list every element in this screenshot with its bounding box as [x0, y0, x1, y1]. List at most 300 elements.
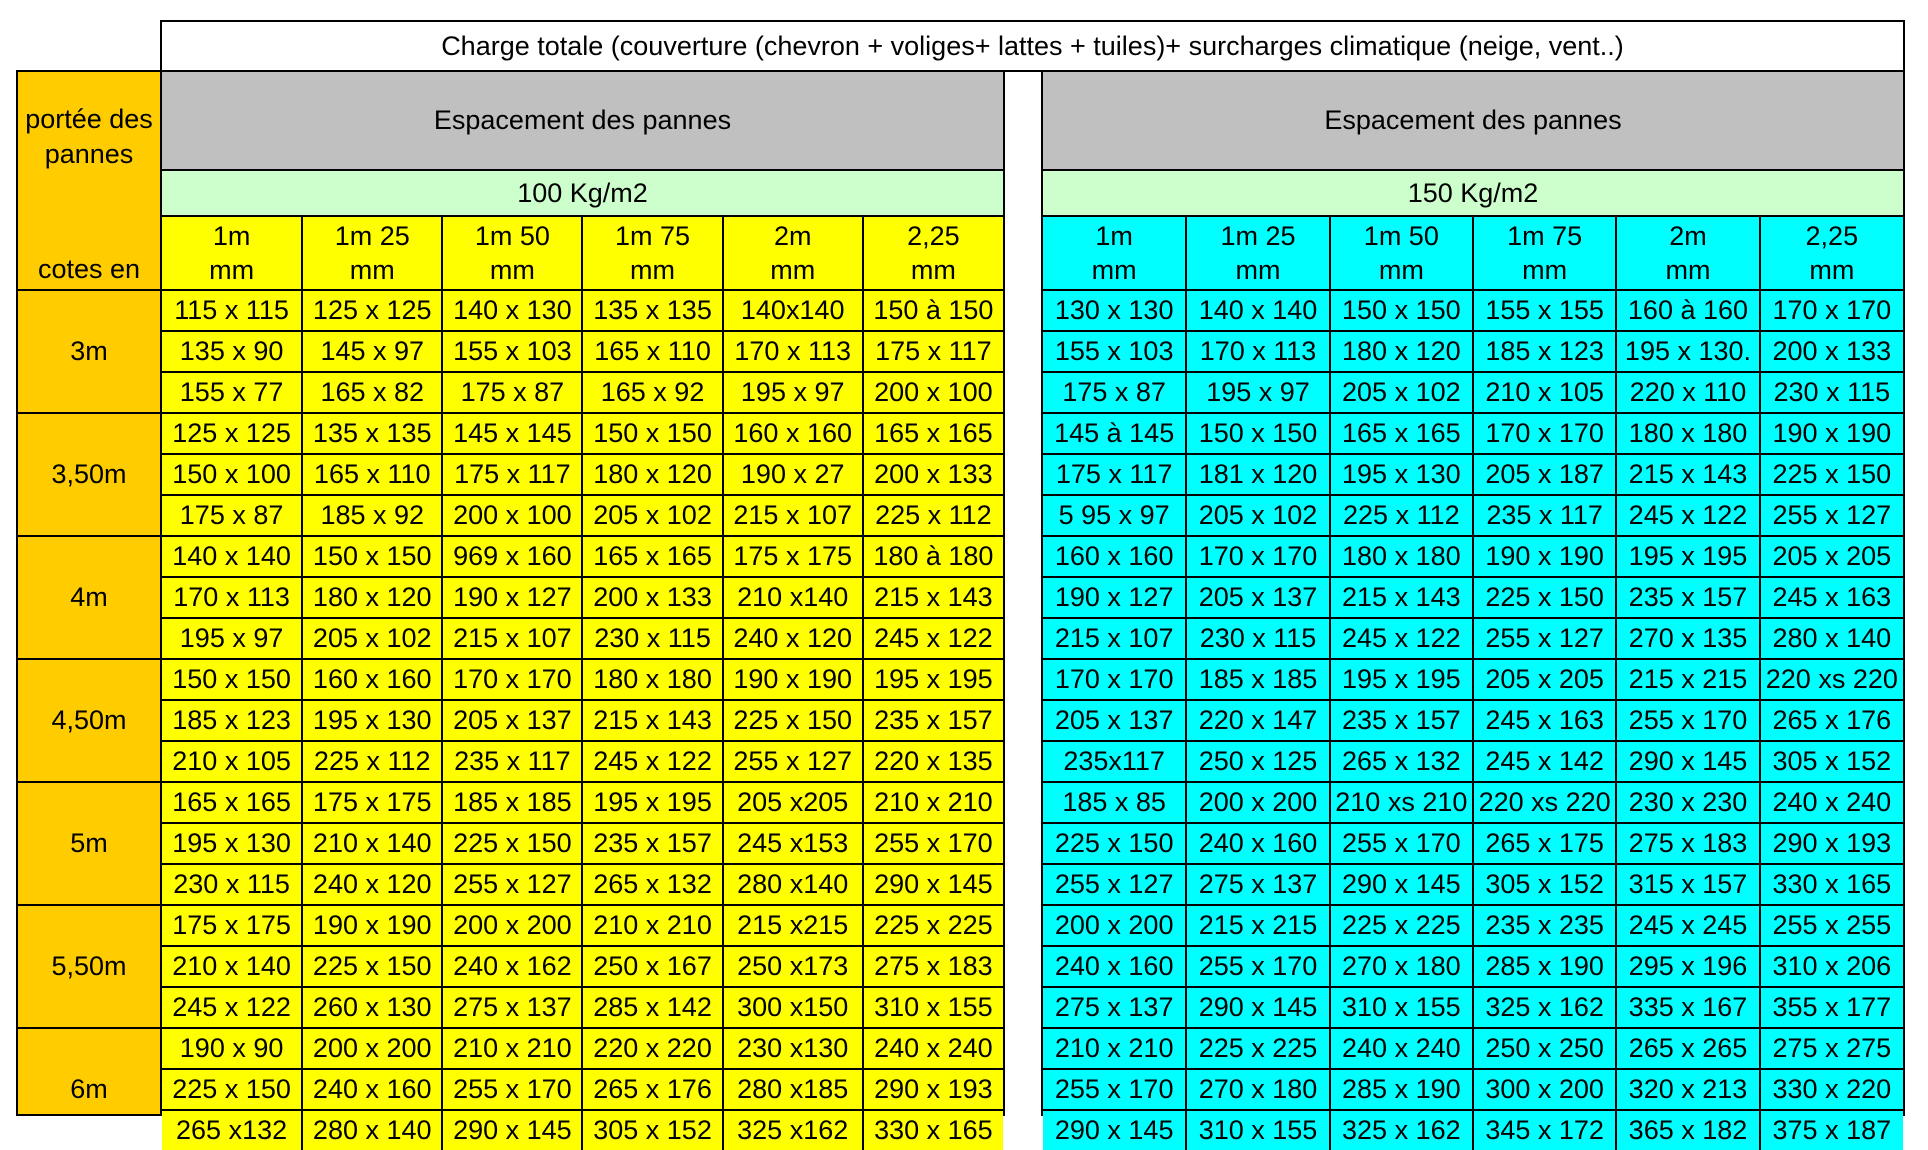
- table-cell: 305 x 152: [582, 1110, 722, 1150]
- table-cell: 150 à 150: [863, 290, 1003, 331]
- table-cell: 245 x 163: [1760, 577, 1903, 618]
- table-cell: 290 x 193: [1760, 823, 1903, 864]
- table-cell: 240 x 240: [863, 1028, 1003, 1069]
- table-cell: 160 x 160: [723, 413, 863, 454]
- table-cell: 170 x 113: [1186, 331, 1329, 372]
- table-cell: 170 x 170: [1473, 413, 1616, 454]
- table-cell: 220 x 220: [582, 1028, 722, 1069]
- table-row: [162, 1069, 1003, 1110]
- table-row: [162, 987, 1003, 1028]
- table-cell: 265 x 176: [1760, 700, 1903, 741]
- table-cell: 325 x 162: [1473, 987, 1616, 1028]
- table-cell: 205 x 102: [1330, 372, 1473, 413]
- table-cell: 215 x215: [723, 905, 863, 946]
- load-label: 150 Kg/m2: [1043, 171, 1903, 217]
- unit-label: mm: [630, 255, 676, 285]
- table-cell: 280 x140: [723, 864, 863, 905]
- table-cell: 275 x 137: [1186, 864, 1329, 905]
- spacing-value: 1m 25: [334, 221, 410, 251]
- table-cell: 310 x 155: [1186, 1110, 1329, 1150]
- table-cell: 225 x 150: [1760, 454, 1903, 495]
- table-cell: 180 x 120: [302, 577, 442, 618]
- table-cell: 250 x 125: [1186, 741, 1329, 782]
- table-row: [162, 372, 1003, 413]
- table-cell: 180 x 120: [1330, 331, 1473, 372]
- table-cell: 255 x 127: [723, 741, 863, 782]
- table-cell: 205 x 102: [1186, 495, 1329, 536]
- table-cell: 190 x 190: [723, 659, 863, 700]
- table-cell: 250 x 250: [1473, 1028, 1616, 1069]
- table-row: [1043, 372, 1903, 413]
- table-cell: 190 x 127: [1043, 577, 1186, 618]
- table-cell: 255 x 170: [1616, 700, 1759, 741]
- table-cell: 245 x 122: [1616, 495, 1759, 536]
- table-cell: 265 x 175: [1473, 823, 1616, 864]
- unit-label: mm: [1235, 255, 1281, 285]
- table-cell: 330 x 165: [863, 1110, 1003, 1150]
- table-cell: 200 x 200: [1043, 905, 1186, 946]
- table-cell: 130 x 130: [1043, 290, 1186, 331]
- column-header: [162, 217, 302, 290]
- table-cell: 175 x 175: [162, 905, 302, 946]
- table-cell: 170 x 113: [162, 577, 302, 618]
- table-cell: 210 x 210: [1043, 1028, 1186, 1069]
- table-cell: 285 x 190: [1473, 946, 1616, 987]
- table-cell: 195 x 195: [582, 782, 722, 823]
- spacing-value: 1m 50: [474, 221, 550, 251]
- table-cell: 315 x 157: [1616, 864, 1759, 905]
- column-header-row: [1043, 217, 1903, 290]
- table-cell: 185 x 185: [1186, 659, 1329, 700]
- table-cell: 230 x 115: [1186, 618, 1329, 659]
- section-100kg: [160, 70, 1005, 1145]
- table-cell: 220 x 147: [1186, 700, 1329, 741]
- table-cell: 150 x 150: [582, 413, 722, 454]
- unit-label: mm: [770, 255, 816, 285]
- table-cell: 225 x 150: [1473, 577, 1616, 618]
- column-header: [723, 217, 863, 290]
- table-cell: 285 x 142: [582, 987, 722, 1028]
- table-cell: 310 x 155: [1330, 987, 1473, 1028]
- table-cell: 215 x 143: [1330, 577, 1473, 618]
- table-cell: 280 x185: [723, 1069, 863, 1110]
- table-cell: 175 x 175: [723, 536, 863, 577]
- table-cell: 165 x 110: [582, 331, 722, 372]
- table-cell: 265 x132: [162, 1110, 302, 1150]
- table-cell: 220 x 135: [863, 741, 1003, 782]
- table-cell: 195 x 195: [1330, 659, 1473, 700]
- table-cell: 240 x 162: [442, 946, 582, 987]
- table-cell: 290 x 145: [1043, 1110, 1186, 1150]
- table-cell: 235 x 157: [1330, 700, 1473, 741]
- column-header: [302, 217, 442, 290]
- table-cell: 325 x 162: [1330, 1110, 1473, 1150]
- table-cell: 200 x 200: [442, 905, 582, 946]
- table-cell: 170 x 170: [1043, 659, 1186, 700]
- table-cell: 190 x 190: [1760, 413, 1903, 454]
- table-cell: 175 x 117: [442, 454, 582, 495]
- column-header: [442, 217, 582, 290]
- table-row: [1043, 290, 1903, 331]
- table-cell: 140 x 140: [162, 536, 302, 577]
- table-cell: 205 x 205: [1473, 659, 1616, 700]
- table-cell: 225 x 150: [1043, 823, 1186, 864]
- table-cell: 205 x205: [723, 782, 863, 823]
- cotes-label: cotes en: [37, 254, 141, 284]
- table-row: [1043, 454, 1903, 495]
- column-header: [1616, 217, 1759, 290]
- table-cell: 245 x 122: [1330, 618, 1473, 659]
- table-cell: 215 x 215: [1616, 659, 1759, 700]
- table-cell: 195 x 130.: [1616, 331, 1759, 372]
- table-cell: 255 x 127: [442, 864, 582, 905]
- table-cell: 150 x 150: [1186, 413, 1329, 454]
- spacing-value: 1m 50: [1363, 221, 1439, 251]
- table-cell: 140 x 130: [442, 290, 582, 331]
- span-label: 5m: [18, 781, 160, 904]
- table-cell: 275 x 183: [863, 946, 1003, 987]
- table-row: [1043, 495, 1903, 536]
- table-cell: 255 x 170: [1043, 1069, 1186, 1110]
- unit-label: mm: [209, 255, 255, 285]
- table-cell: 260 x 130: [302, 987, 442, 1028]
- column-header: [582, 217, 722, 290]
- table-cell: 215 x 215: [1186, 905, 1329, 946]
- table-cell: 230 x 115: [1760, 372, 1903, 413]
- section-150kg: [1041, 70, 1905, 1145]
- table-cell: 255 x 170: [442, 1069, 582, 1110]
- table-cell: 185 x 185: [442, 782, 582, 823]
- table-cell: 270 x 180: [1186, 1069, 1329, 1110]
- table-cell: 155 x 103: [442, 331, 582, 372]
- table-row: [1043, 987, 1903, 1028]
- table-cell: 145 à 145: [1043, 413, 1186, 454]
- table-cell: 150 x 150: [302, 536, 442, 577]
- spacing-value: 2,25: [1805, 221, 1859, 251]
- table-cell: 225 x 150: [723, 700, 863, 741]
- table-cell: 175 x 117: [863, 331, 1003, 372]
- table-cell: 170 x 170: [1186, 536, 1329, 577]
- table-cell: 181 x 120: [1186, 454, 1329, 495]
- table-cell: 225 x 112: [1330, 495, 1473, 536]
- spacing-value: 1m 75: [615, 221, 691, 251]
- table-cell: 245 x 122: [582, 741, 722, 782]
- table-cell: 195 x 97: [162, 618, 302, 659]
- spacing-value: 1m 25: [1220, 221, 1296, 251]
- column-header-row: [162, 217, 1003, 290]
- table-cell: 160 x 160: [1043, 536, 1186, 577]
- table-cell: 115 x 115: [162, 290, 302, 331]
- table-cell: 195 x 97: [723, 372, 863, 413]
- table-cell: 155 x 103: [1043, 331, 1186, 372]
- spacing-value: 2m: [773, 221, 812, 251]
- table-row: [162, 741, 1003, 782]
- table-cell: 245 x 245: [1616, 905, 1759, 946]
- table-cell: 195 x 195: [863, 659, 1003, 700]
- table-cell: 165 x 165: [1330, 413, 1473, 454]
- table-cell: 290 x 145: [1330, 864, 1473, 905]
- table-cell: 205 x 102: [302, 618, 442, 659]
- table-row: [1043, 864, 1903, 905]
- table-row: [1043, 536, 1903, 577]
- table-cell: 225 x 150: [162, 1069, 302, 1110]
- table-cell: 255 x 127: [1760, 495, 1903, 536]
- spacing-value: 1m 75: [1507, 221, 1583, 251]
- table-cell: 245 x153: [723, 823, 863, 864]
- table-row: [1043, 741, 1903, 782]
- table-cell: 230 x 230: [1616, 782, 1759, 823]
- table-cell: 290 x 193: [863, 1069, 1003, 1110]
- table-row: [162, 700, 1003, 741]
- table-cell: 345 x 172: [1473, 1110, 1616, 1150]
- table-cell: 210 x 140: [162, 946, 302, 987]
- span-label: 4,50m: [18, 658, 160, 781]
- unit-label: mm: [910, 255, 956, 285]
- table-cell: 185 x 123: [1473, 331, 1616, 372]
- table-cell: 210 xs 210: [1330, 782, 1473, 823]
- table-cell: 245 x 142: [1473, 741, 1616, 782]
- table-cell: 255 x 170: [1330, 823, 1473, 864]
- table-cell: 235 x 117: [442, 741, 582, 782]
- table-row: [1043, 331, 1903, 372]
- table-cell: 330 x 220: [1760, 1069, 1903, 1110]
- section-header: Espacement des pannes: [1043, 72, 1903, 171]
- span-label: 4m: [18, 535, 160, 658]
- table-cell: 195 x 195: [1616, 536, 1759, 577]
- table-cell: 5 95 x 97: [1043, 495, 1186, 536]
- span-label: 3,50m: [18, 412, 160, 535]
- table-cell: 165 x 110: [302, 454, 442, 495]
- table-cell: 200 x 200: [302, 1028, 442, 1069]
- table-cell: 225 x 112: [302, 741, 442, 782]
- table-row: [162, 905, 1003, 946]
- table-cell: 210 x 210: [442, 1028, 582, 1069]
- column-header: [1043, 217, 1186, 290]
- table-cell: 210 x 105: [162, 741, 302, 782]
- table-cell: 225 x 112: [863, 495, 1003, 536]
- table-cell: 165 x 165: [582, 536, 722, 577]
- table-cell: 190 x 90: [162, 1028, 302, 1069]
- table-cell: 235 x 235: [1473, 905, 1616, 946]
- span-label: 6m: [18, 1027, 160, 1150]
- unit-label: mm: [1665, 255, 1711, 285]
- table-cell: 255 x 127: [1043, 864, 1186, 905]
- table-cell: 205 x 137: [1186, 577, 1329, 618]
- column-header: [1330, 217, 1473, 290]
- table-cell: 180 x 120: [582, 454, 722, 495]
- table-cell: 265 x 132: [582, 864, 722, 905]
- table-cell: 135 x 135: [302, 413, 442, 454]
- table-cell: 200 x 100: [863, 372, 1003, 413]
- table-row: [162, 1028, 1003, 1069]
- spacing-value: 1m: [212, 221, 251, 251]
- table-cell: 275 x 275: [1760, 1028, 1903, 1069]
- table-row: [1043, 1110, 1903, 1150]
- table-cell: 175 x 87: [162, 495, 302, 536]
- table-cell: 285 x 190: [1330, 1069, 1473, 1110]
- table-cell: 240 x 160: [1186, 823, 1329, 864]
- table-cell: 255 x 127: [1473, 618, 1616, 659]
- table-row: [162, 331, 1003, 372]
- table-cell: 230 x 115: [162, 864, 302, 905]
- table-cell: 280 x 140: [1760, 618, 1903, 659]
- table-cell: 225 x 225: [1330, 905, 1473, 946]
- table-row: [162, 413, 1003, 454]
- table-cell: 180 à 180: [863, 536, 1003, 577]
- table-row: [162, 823, 1003, 864]
- table-cell: 215 x 143: [1616, 454, 1759, 495]
- table-row: [1043, 1069, 1903, 1110]
- table-cell: 195 x 130: [162, 823, 302, 864]
- spacing-value: 2m: [1669, 221, 1707, 251]
- table-row: [162, 495, 1003, 536]
- table-cell: 300 x150: [723, 987, 863, 1028]
- table-cell: 185 x 92: [302, 495, 442, 536]
- table-cell: 290 x 145: [863, 864, 1003, 905]
- table-cell: 215 x 107: [1043, 618, 1186, 659]
- table-cell: 185 x 85: [1043, 782, 1186, 823]
- load-label: 100 Kg/m2: [162, 171, 1003, 217]
- table-cell: 205 x 205: [1760, 536, 1903, 577]
- table-cell: 190 x 127: [442, 577, 582, 618]
- table-cell: 375 x 187: [1760, 1110, 1903, 1150]
- table-cell: 180 x 180: [1616, 413, 1759, 454]
- table-row: [162, 659, 1003, 700]
- table-cell: 365 x 182: [1616, 1110, 1759, 1150]
- table-cell: 240 x 160: [302, 1069, 442, 1110]
- table-cell: 190 x 27: [723, 454, 863, 495]
- table-cell: 250 x173: [723, 946, 863, 987]
- table-cell: 240 x 120: [302, 864, 442, 905]
- table-cell: 135 x 135: [582, 290, 722, 331]
- table-cell: 225 x 150: [302, 946, 442, 987]
- dimension-table: [1043, 217, 1903, 1150]
- table-cell: 180 x 180: [582, 659, 722, 700]
- table-cell: 210 x 210: [582, 905, 722, 946]
- table-cell: 235 x 117: [1473, 495, 1616, 536]
- table-cell: 235 x 157: [582, 823, 722, 864]
- table-cell: 145 x 145: [442, 413, 582, 454]
- table-cell: 195 x 97: [1186, 372, 1329, 413]
- table-cell: 265 x 176: [582, 1069, 722, 1110]
- section-header: Espacement des pannes: [162, 72, 1003, 171]
- table-cell: 320 x 213: [1616, 1069, 1759, 1110]
- table-cell: 220 x 110: [1616, 372, 1759, 413]
- table-title: Charge totale (couverture (chevron + voliges+ lattes + tuiles)+ surcharges climatique (neige, vent..): [160, 20, 1905, 72]
- span-column: [16, 70, 162, 1116]
- table-cell: 265 x 132: [1330, 741, 1473, 782]
- table-cell: 170 x 170: [442, 659, 582, 700]
- table-cell: 210 x 210: [863, 782, 1003, 823]
- unit-label: mm: [1522, 255, 1568, 285]
- table-cell: 175 x 87: [1043, 372, 1186, 413]
- column-header: [1186, 217, 1329, 290]
- table-cell: 175 x 87: [442, 372, 582, 413]
- table-cell: 355 x 177: [1760, 987, 1903, 1028]
- table-cell: 240 x 240: [1330, 1028, 1473, 1069]
- table-cell: 250 x 167: [582, 946, 722, 987]
- unit-label: mm: [349, 255, 395, 285]
- table-cell: 275 x 137: [442, 987, 582, 1028]
- unit-label: mm: [1378, 255, 1424, 285]
- table-cell: 190 x 190: [1473, 536, 1616, 577]
- table-cell: 310 x 206: [1760, 946, 1903, 987]
- table-cell: 200 x 100: [442, 495, 582, 536]
- table-cell: 170 x 170: [1760, 290, 1903, 331]
- table-cell: 155 x 155: [1473, 290, 1616, 331]
- table-cell: 220 xs 220: [1760, 659, 1903, 700]
- table-cell: 305 x 152: [1760, 741, 1903, 782]
- table-row: [1043, 700, 1903, 741]
- table-cell: 245 x 163: [1473, 700, 1616, 741]
- table-row: [162, 454, 1003, 495]
- table-cell: 240 x 160: [1043, 946, 1186, 987]
- table-cell: 175 x 175: [302, 782, 442, 823]
- table-row: [162, 782, 1003, 823]
- table-cell: 195 x 130: [1330, 454, 1473, 495]
- table-row: [162, 1110, 1003, 1150]
- table-cell: 240 x 120: [723, 618, 863, 659]
- table-cell: 150 x 150: [1330, 290, 1473, 331]
- table-cell: 140x140: [723, 290, 863, 331]
- table-cell: 205 x 102: [582, 495, 722, 536]
- table-row: [1043, 1028, 1903, 1069]
- table-cell: 280 x 140: [302, 1110, 442, 1150]
- table-row: [162, 618, 1003, 659]
- table-row: [1043, 782, 1903, 823]
- table-cell: 125 x 125: [162, 413, 302, 454]
- table-cell: 270 x 135: [1616, 618, 1759, 659]
- table-cell: 175 x 117: [1043, 454, 1186, 495]
- table-cell: 310 x 155: [863, 987, 1003, 1028]
- span-label: 5,50m: [18, 904, 160, 1027]
- column-header: [1473, 217, 1616, 290]
- column-header: [863, 217, 1003, 290]
- table-row: [1043, 905, 1903, 946]
- table-cell: 195 x 130: [302, 700, 442, 741]
- table-cell: 325 x162: [723, 1110, 863, 1150]
- table-cell: 240 x 240: [1760, 782, 1903, 823]
- table-cell: 235x117: [1043, 741, 1186, 782]
- table-cell: 275 x 137: [1043, 987, 1186, 1028]
- table-cell: 215 x 107: [442, 618, 582, 659]
- table-cell: 170 x 113: [723, 331, 863, 372]
- table-row: [162, 290, 1003, 331]
- unit-label: mm: [1091, 255, 1137, 285]
- column-header: [1760, 217, 1903, 290]
- dimension-table: [162, 217, 1003, 1150]
- table-cell: 230 x130: [723, 1028, 863, 1069]
- table-cell: 220 xs 220: [1473, 782, 1616, 823]
- table-row: [1043, 946, 1903, 987]
- table-cell: 190 x 190: [302, 905, 442, 946]
- table-cell: 165 x 165: [863, 413, 1003, 454]
- table-cell: 245 x 122: [162, 987, 302, 1028]
- table-cell: 300 x 200: [1473, 1069, 1616, 1110]
- table-cell: 150 x 100: [162, 454, 302, 495]
- table-cell: 205 x 137: [442, 700, 582, 741]
- table-cell: 165 x 82: [302, 372, 442, 413]
- table-cell: 160 à 160: [1616, 290, 1759, 331]
- table-cell: 155 x 77: [162, 372, 302, 413]
- table-row: [162, 536, 1003, 577]
- table-row: [162, 946, 1003, 987]
- table-cell: 180 x 180: [1330, 536, 1473, 577]
- table-cell: 295 x 196: [1616, 946, 1759, 987]
- table-cell: 290 x 145: [1186, 987, 1329, 1028]
- table-row: [1043, 618, 1903, 659]
- table-cell: 290 x 145: [442, 1110, 582, 1150]
